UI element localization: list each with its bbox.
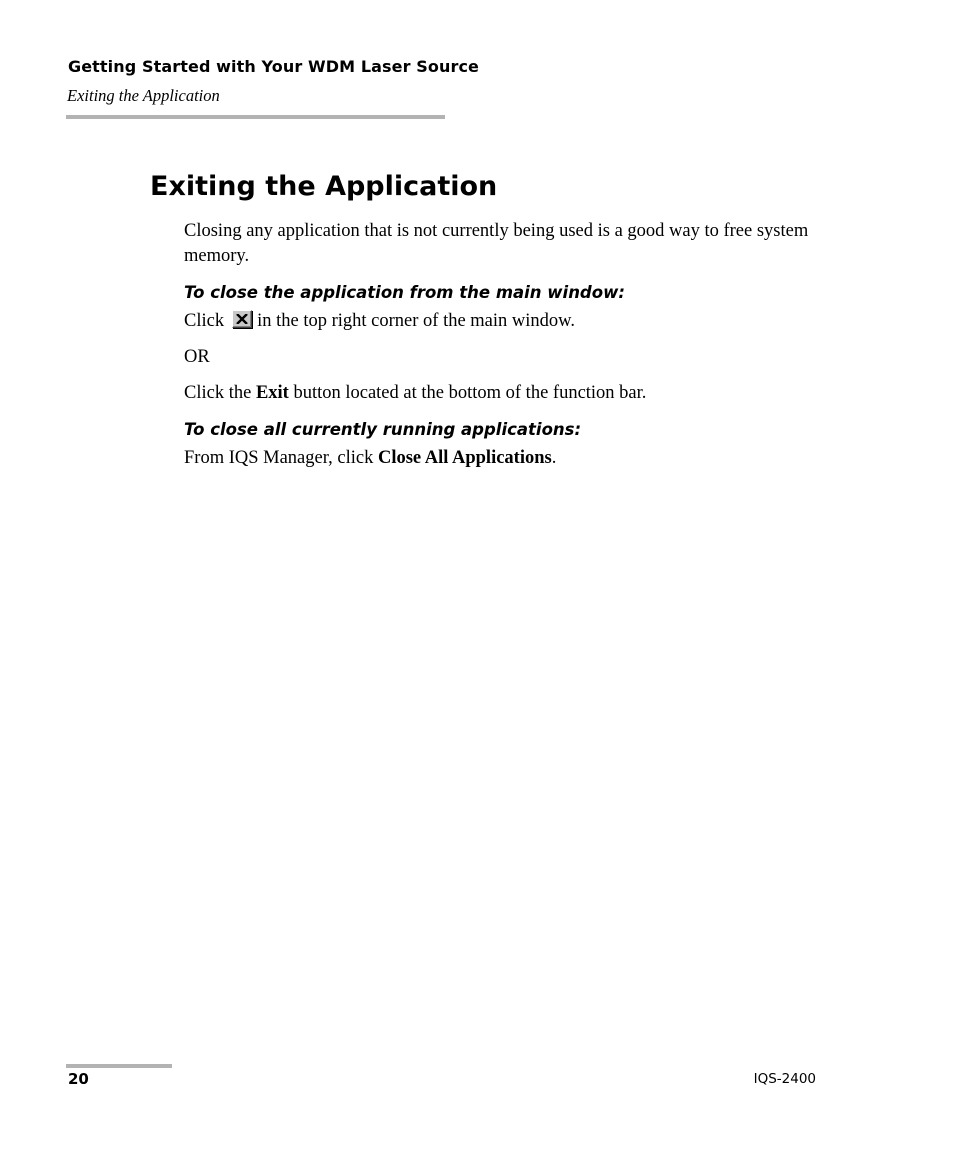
step-close-all-applications: [184, 446, 814, 471]
or-separator: OR: [184, 347, 210, 367]
procedure-heading-all-apps: To close all currently running applications:: [184, 420, 582, 439]
running-header-title: Getting Started with Your WDM Laser Source: [68, 57, 479, 76]
section-title: Exiting the Application: [150, 171, 498, 202]
product-name: IQS-2400: [753, 1071, 816, 1087]
procedure-heading-main-window: To close the application from the main window:: [184, 283, 625, 302]
step-click-close-icon: [184, 309, 814, 334]
step-text-after: button located at the bottom of the function bar.: [288, 383, 647, 403]
step-text-before: From IQS Manager, click: [184, 448, 378, 468]
step-click-exit: [184, 381, 814, 406]
page-number: 20: [68, 1070, 89, 1088]
running-header-subtitle: Exiting the Application: [67, 86, 220, 105]
close-all-applications-label: Close All Applications: [377, 448, 552, 468]
step-text-before: Click the: [184, 383, 256, 403]
step-text-after: .: [551, 448, 557, 468]
step-text-before: Click: [184, 311, 225, 331]
exit-button-label: Exit: [255, 383, 289, 403]
intro-paragraph: Closing any application that is not currently being used is a good way to free system memory.: [184, 221, 809, 266]
header-rule: [66, 115, 445, 119]
close-window-icon: [232, 310, 252, 328]
footer-rule: [66, 1064, 172, 1068]
step-text-after: in the top right corner of the main window.: [257, 311, 575, 331]
section-content: [184, 219, 814, 471]
